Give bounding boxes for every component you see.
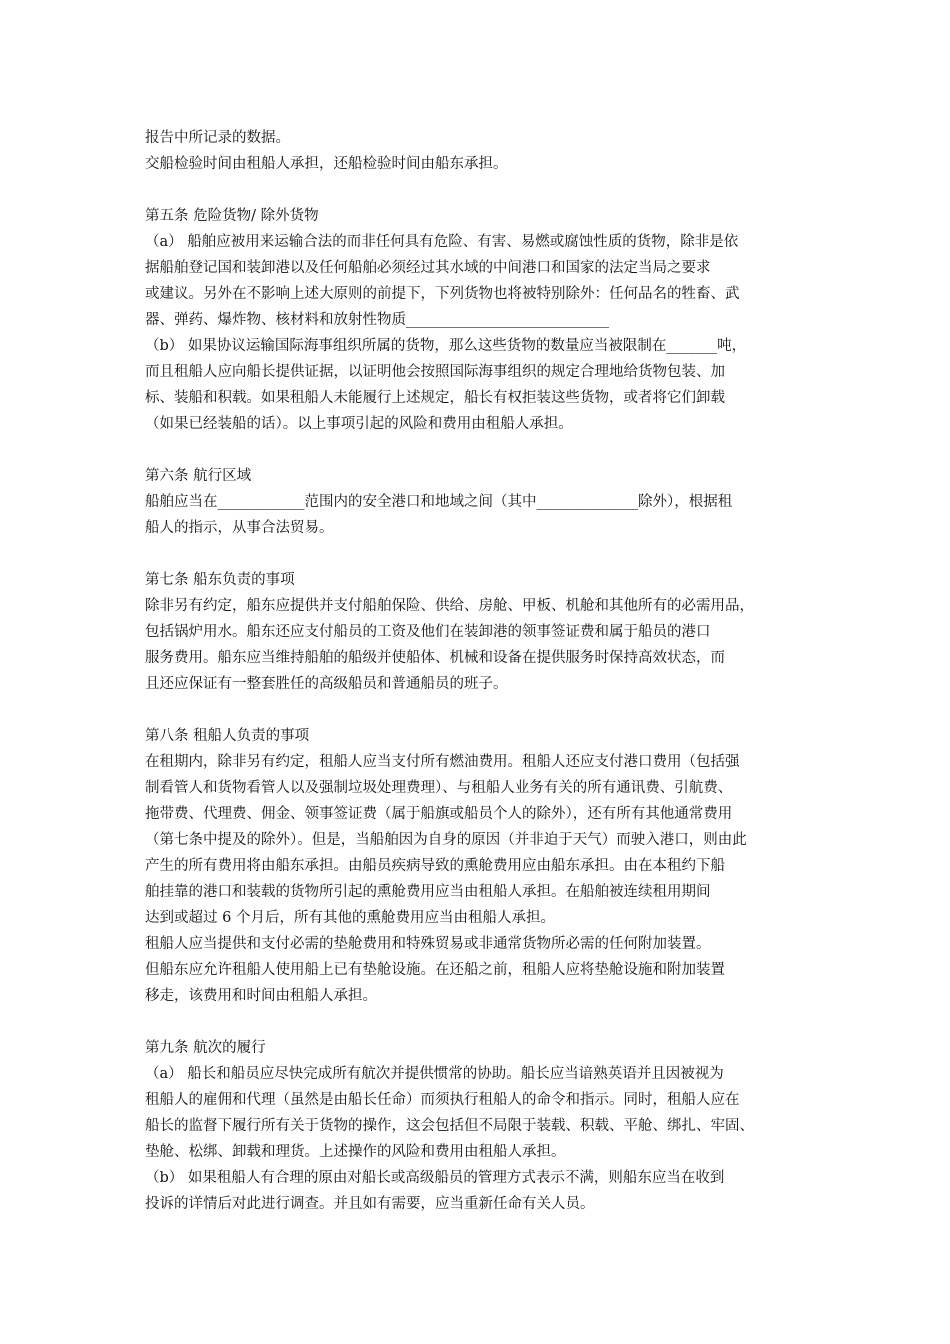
body-line: 租船人应当提供和支付必需的垫舱费用和特殊贸易或非通常货物所必需的任何附加装置。: [145, 936, 711, 952]
section-7: [145, 567, 812, 697]
body-line: 服务费用。船东应当维持船舶的船级并使船体、机械和设备在提供服务时保持高效状态，而: [145, 650, 725, 666]
section-8: [145, 723, 812, 1009]
body-line: 据船舶登记国和装卸港以及任何船舶必须经过其水域的中间港口和国家的法定当局之要求: [145, 260, 711, 276]
body-line: 且还应保证有一整套胜任的高级船员和普通船员的班子。: [145, 676, 508, 692]
section-heading: 第八条 租船人负责的事项: [145, 728, 310, 744]
section-9: [145, 1035, 812, 1217]
section-heading: 第五条 危险货物/ 除外货物: [145, 208, 319, 224]
body-line: （如果已经装船的话）。以上事项引起的风险和费用由租船人承担。: [145, 416, 573, 432]
body-line: 器、弹药、爆炸物、核材料和放射性物质____________________________: [145, 312, 609, 328]
body-line: 除非另有约定，船东应提供并支付船舶保险、供给、房舱、甲板、机舱和其他所有的必需用品，: [145, 598, 754, 614]
body-line: 租船人的雇佣和代理（虽然是由船长任命）而须执行租船人的命令和指示。同时，租船人应在: [145, 1092, 740, 1108]
body-line: 制看管人和货物看管人以及强制垃圾处理费理）、与租船人业务有关的所有通讯费、引航费、: [145, 780, 733, 796]
body-line: 达到或超过 6 个月后，所有其他的熏舱费用应当由租船人承担。: [145, 910, 555, 926]
body-line: （第七条中提及的除外）。但是，当船舶因为自身的原因（并非迫于天气）而驶入港口，则由此: [145, 832, 747, 848]
body-line: （b） 如果协议运输国际海事组织所属的货物，那么这些货物的数量应当被限制在_______吨，: [145, 338, 747, 354]
paragraph-gap: [145, 437, 812, 463]
body-line: 拖带费、代理费、佣金、领事签证费（属于船旗或船员个人的除外），还有所有其他通常费用: [145, 806, 733, 822]
body-line: 船人的指示，从事合法贸易。: [145, 520, 334, 536]
body-line: 船舶应当在____________范围内的安全港口和地域之间（其中______________除外），根据租: [145, 494, 733, 510]
intro-block: [145, 125, 812, 177]
section-6: [145, 463, 812, 541]
body-line: 包括锅炉用水。船东还应支付船员的工资及他们在装卸港的领事签证费和属于船员的港口: [145, 624, 711, 640]
body-line: 在租期内，除非另有约定，租船人应当支付所有燃油费用。租船人还应支付港口费用（包括强: [145, 754, 740, 770]
intro-line: 交船检验时间由租船人承担，还船检验时间由船东承担。: [145, 156, 508, 172]
document-page: [145, 125, 812, 1217]
section-heading: 第九条 航次的履行: [145, 1040, 266, 1056]
body-line: 而且租船人应向船长提供证据，以证明他会按照国际海事组织的规定合理地给货物包装、加: [145, 364, 725, 380]
body-line: 产生的所有费用将由船东承担。由船员疾病导致的熏舱费用应由船东承担。由在本租约下船: [145, 858, 725, 874]
body-line: 但船东应允许租船人使用船上已有垫舱设施。在还船之前，租船人应将垫舱设施和附加装置: [145, 962, 725, 978]
body-line: （a） 船长和船员应尽快完成所有航次并提供惯常的协助。船长应当谙熟英语并且因被视为: [145, 1066, 724, 1082]
paragraph-gap: [145, 177, 812, 203]
paragraph-gap: [145, 541, 812, 567]
paragraph-gap: [145, 1009, 812, 1035]
body-line: 投诉的详情后对此进行调查。并且如有需要，应当重新任命有关人员。: [145, 1196, 595, 1212]
section-5: [145, 203, 812, 437]
body-line: 垫舱、松绑、卸载和理货。上述操作的风险和费用由租船人承担。: [145, 1144, 566, 1160]
body-line: 移走，该费用和时间由租船人承担。: [145, 988, 377, 1004]
section-heading: 第七条 船东负责的事项: [145, 572, 295, 588]
section-heading: 第六条 航行区域: [145, 468, 252, 484]
body-line: 船长的监督下履行所有关于货物的操作，这会包括但不局限于装载、积载、平舱、绑扎、牢固、: [145, 1118, 754, 1134]
intro-line: 报告中所记录的数据。: [145, 130, 290, 146]
body-line: （a） 船舶应被用来运输合法的而非任何具有危险、有害、易燃或腐蚀性质的货物，除非是依: [145, 234, 739, 250]
paragraph-gap: [145, 697, 812, 723]
body-line: 舶挂靠的港口和装载的货物所引起的熏舱费用应当由租船人承担。在船舶被连续租用期间: [145, 884, 711, 900]
body-line: （b） 如果租船人有合理的原由对船长或高级船员的管理方式表示不满，则船东应当在收到: [145, 1170, 725, 1186]
body-line: 或建议。另外在不影响上述大原则的前提下，下列货物也将被特别除外：任何品名的牲畜、武: [145, 286, 740, 302]
body-line: 标、装船和积载。如果租船人未能履行上述规定，船长有权拒装这些货物，或者将它们卸载: [145, 390, 725, 406]
